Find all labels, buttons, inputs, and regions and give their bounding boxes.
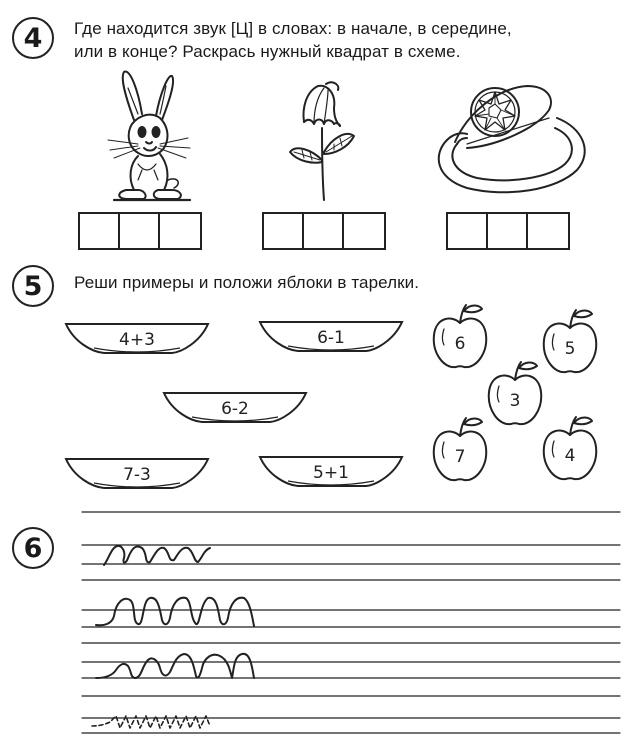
plate-expression: 6-2 [221, 399, 249, 419]
plate-expression: 7-3 [123, 465, 151, 485]
schema-cell-middle[interactable] [488, 214, 528, 248]
task-4-instruction-line-1: Где находится звук [Ц] в словах: в начале, в середине, [74, 19, 512, 38]
handwriting-pattern-2 [96, 598, 254, 626]
schema-cell-start[interactable] [80, 214, 120, 248]
task-6-number-label: 6 [23, 532, 43, 564]
apple-number: 7 [454, 447, 466, 467]
task-4-number-label: 4 [23, 22, 43, 54]
plate[interactable] [258, 318, 404, 354]
task-5-instruction: Реши примеры и положи яблоки в тарелки. [74, 273, 420, 292]
handwriting-pattern-3 [96, 654, 254, 678]
apple-icon[interactable] [540, 413, 600, 485]
apple-icon[interactable] [540, 306, 600, 378]
sound-schema-ring [446, 212, 570, 250]
apple-number: 3 [509, 391, 521, 411]
handwriting-pattern-1 [104, 546, 210, 565]
handwriting-lines[interactable] [0, 500, 636, 752]
task-4-instruction-line-2: или в конце? Раскрась нужный квадрат в схеме. [74, 42, 461, 61]
schema-cell-start[interactable] [264, 214, 304, 248]
rabbit-icon [98, 68, 198, 203]
plate-expression: 4+3 [119, 330, 155, 350]
plate[interactable] [64, 455, 210, 491]
apple-icon[interactable] [485, 358, 545, 430]
apple-number: 4 [564, 446, 576, 466]
sound-schema-bellflower [262, 212, 386, 250]
ring-icon [427, 74, 592, 199]
apple-icon[interactable] [430, 414, 490, 486]
schema-cell-start[interactable] [448, 214, 488, 248]
plate[interactable] [258, 453, 404, 489]
apple-number: 6 [454, 334, 466, 354]
plate-expression: 5+1 [313, 463, 349, 483]
schema-cell-end[interactable] [344, 214, 384, 248]
schema-cell-middle[interactable] [304, 214, 344, 248]
plate[interactable] [162, 389, 308, 425]
sound-schema-rabbit [78, 212, 202, 250]
apple-icon[interactable] [430, 301, 490, 373]
bellflower-icon [282, 78, 362, 203]
task-5-number [12, 265, 54, 307]
plate-expression: 6-1 [317, 328, 345, 348]
plate[interactable] [64, 320, 210, 356]
task-5-number-label: 5 [23, 270, 43, 302]
schema-cell-end[interactable] [528, 214, 568, 248]
task-4-number [12, 17, 54, 59]
apple-number: 5 [564, 339, 576, 359]
schema-cell-end[interactable] [160, 214, 200, 248]
schema-cell-middle[interactable] [120, 214, 160, 248]
